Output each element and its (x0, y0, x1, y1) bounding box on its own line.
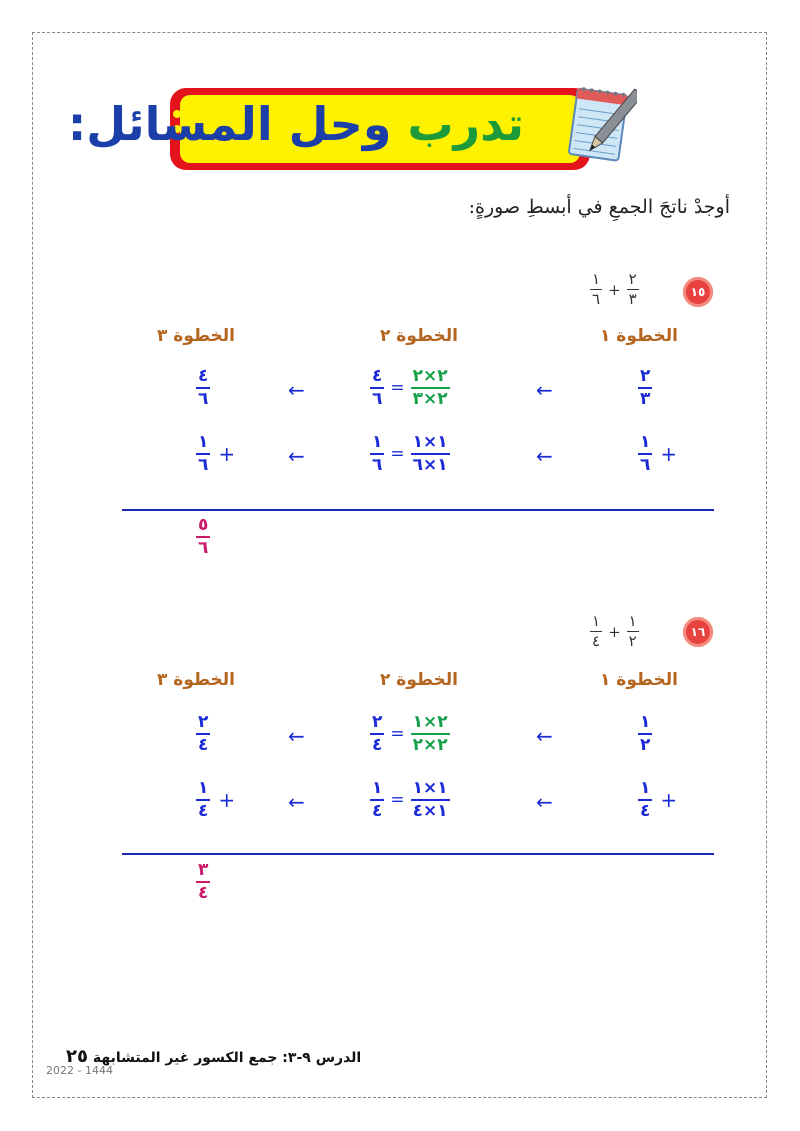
sum-line (122, 853, 714, 855)
fraction-denominator: ٦ (592, 290, 601, 308)
sum-line (122, 509, 714, 511)
problem-expression (590, 614, 639, 649)
fraction-denominator: ٤ (198, 883, 209, 903)
step2-expression (370, 714, 450, 754)
step1-fraction (638, 368, 652, 408)
step-3-label: الخطوة ٣ (156, 326, 235, 346)
fraction-denominator: ٤ (592, 632, 601, 650)
fraction-denominator: ٦ (198, 455, 209, 475)
fraction-numerator: ٢ (628, 270, 637, 288)
fraction-numerator: ٢×٢ (412, 366, 448, 386)
edition-date: 2022 - 1444 (46, 1064, 113, 1077)
fraction-numerator: ١ (372, 432, 383, 452)
notepad-pencil-icon (565, 82, 637, 168)
plus-sign: + (660, 788, 678, 812)
arrow-left: ← (536, 444, 553, 468)
equals-sign: = (390, 378, 405, 398)
step2-expression (370, 434, 450, 474)
fraction-denominator: ٢×٢ (412, 735, 448, 755)
fraction-numerator: ٤ (372, 366, 383, 386)
fraction-denominator: ٣ (628, 290, 637, 308)
step-1-label: الخطوة ١ (599, 670, 678, 690)
step1-fraction (638, 714, 652, 754)
page-number: ٢٥ (66, 1046, 88, 1067)
fraction-numerator: ١ (198, 778, 209, 798)
arrow-left: ← (288, 790, 305, 814)
equals-sign: = (390, 790, 405, 810)
banner-title-green: تدرب (407, 97, 524, 151)
fraction-numerator: ١×١ (412, 778, 448, 798)
banner-title (67, 94, 576, 154)
instruction-text: أوجدْ ناتجَ الجمعِ في أبسطِ صورةٍ: (468, 196, 730, 218)
fraction-numerator: ٣ (198, 860, 209, 880)
fraction-denominator: ٢ (628, 632, 637, 650)
fraction-denominator: ٤ (372, 801, 383, 821)
fraction-denominator: ٦ (372, 389, 383, 409)
fraction-denominator: ٣ (640, 389, 651, 409)
step3-fraction (196, 714, 210, 754)
result-fraction (196, 862, 210, 902)
plus-sign: + (608, 622, 621, 641)
fraction-denominator: ٢ (640, 735, 651, 755)
fraction-numerator: ٤ (198, 366, 209, 386)
arrow-left: ← (536, 724, 553, 748)
fraction-numerator: ١ (628, 612, 637, 630)
step-1-label: الخطوة ١ (599, 326, 678, 346)
fraction-numerator: ٢ (640, 366, 651, 386)
step-2-label: الخطوة ٢ (379, 326, 458, 346)
arrow-left: ← (536, 378, 553, 402)
plus-sign: + (218, 442, 236, 466)
fraction-numerator: ١ (640, 432, 651, 452)
arrow-left: ← (536, 790, 553, 814)
fraction-numerator: ١ (592, 270, 601, 288)
step3-fraction (196, 368, 210, 408)
fraction-denominator: ٦ (640, 455, 651, 475)
plus-sign: + (218, 788, 236, 812)
fraction-denominator: ٢×٣ (412, 389, 448, 409)
step-3-label: الخطوة ٣ (156, 670, 235, 690)
step-2-label: الخطوة ٢ (379, 670, 458, 690)
fraction-numerator: ٥ (198, 515, 209, 535)
equals-sign: = (390, 724, 405, 744)
step2-expression (370, 780, 450, 820)
step3-fraction (196, 434, 243, 474)
fraction-denominator: ٤ (372, 735, 383, 755)
banner-title-blue: وحل المسائل: (67, 97, 392, 151)
fraction (627, 614, 639, 649)
problem-expression (590, 272, 639, 307)
fraction-denominator: ٦ (198, 389, 209, 409)
equals-sign: = (390, 444, 405, 464)
arrow-left: ← (288, 378, 305, 402)
fraction-numerator: ١×١ (412, 432, 448, 452)
fraction-numerator: ٢×١ (412, 712, 448, 732)
fraction-numerator: ١ (592, 612, 601, 630)
plus-sign: + (608, 280, 621, 299)
step2-expression (370, 368, 450, 408)
fraction-numerator: ٢ (198, 712, 209, 732)
fraction-numerator: ١ (640, 778, 651, 798)
fraction-denominator: ٤ (198, 801, 209, 821)
fraction-numerator: ١ (198, 432, 209, 452)
fraction-denominator: ١×٤ (412, 801, 448, 821)
step1-fraction (638, 780, 685, 820)
fraction-numerator: ١ (372, 778, 383, 798)
section-banner (67, 88, 630, 170)
fraction-numerator: ١ (640, 712, 651, 732)
arrow-left: ← (288, 444, 305, 468)
lesson-title: الدرس ٩-٣: جمع الكسور غير المتشابهة (92, 1050, 362, 1066)
problem-number-badge: ١٥ (683, 277, 713, 307)
fraction-denominator: ٦ (198, 538, 209, 558)
result-fraction (196, 517, 210, 557)
fraction-denominator: ١×٦ (412, 455, 448, 475)
fraction-denominator: ٤ (640, 801, 651, 821)
fraction (627, 272, 639, 307)
step3-fraction (196, 780, 243, 820)
arrow-left: ← (288, 724, 305, 748)
fraction (590, 614, 602, 649)
fraction-denominator: ٦ (372, 455, 383, 475)
step1-fraction (638, 434, 685, 474)
fraction (590, 272, 602, 307)
fraction-numerator: ٢ (372, 712, 383, 732)
plus-sign: + (660, 442, 678, 466)
fraction-denominator: ٤ (198, 735, 209, 755)
page-border (32, 32, 767, 1098)
problem-number-badge: ١٦ (683, 617, 713, 647)
